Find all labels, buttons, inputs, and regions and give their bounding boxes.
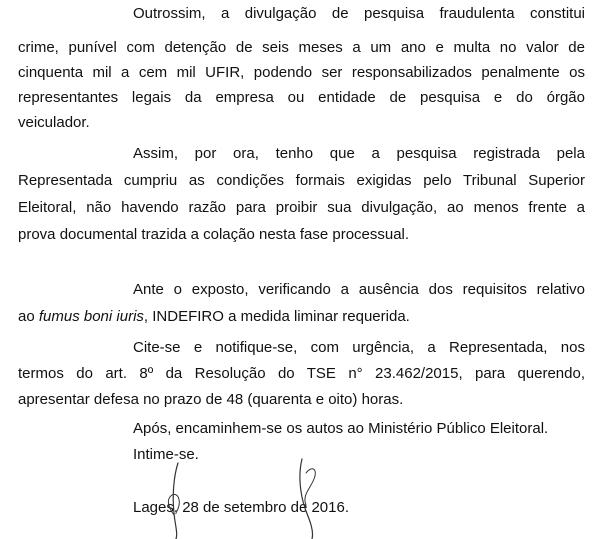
text-line: cinquenta mil a cem mil UFIR, podendo ser responsabilizados penalmente os: [18, 64, 585, 81]
date-line: Lages, 28 de setembro de 2016.: [133, 499, 349, 516]
text-line: veiculador.: [18, 114, 90, 131]
text-line: Assim, por ora, tenho que a pesquisa registrada pela: [133, 145, 585, 162]
text-line: Cite-se e notifique-se, com urgência, a Representada, nos: [133, 339, 585, 356]
text-line: prova documental trazida a colação nesta fase processual.: [18, 226, 410, 243]
latin-term: fumus boni iuris: [38, 308, 144, 325]
paragraph-forward: Após, encaminhem-se os autos ao Ministério Público Eleitoral.: [133, 420, 549, 437]
text-line: crime, punível com detenção de seis meses a um ano e multa no valor de: [18, 39, 585, 56]
text-line: Outrossim, a divulgação de pesquisa fraudulenta constitui: [133, 5, 585, 22]
text-line: apresentar defesa no prazo de 48 (quarenta e oito) horas.: [18, 391, 404, 408]
text-line: termos do art. 8º da Resolução do TSE n° 23.462/2015, para querendo,: [18, 365, 585, 382]
text-line: Eleitoral, não havendo razão para proibir sua divulgação, ao menos frente a: [18, 199, 585, 216]
text-segment: ao: [18, 308, 39, 325]
text-segment: , INDEFIRO a medida liminar requerida.: [143, 308, 410, 325]
text-line: Ante o exposto, verificando a ausência dos requisitos relativo: [133, 281, 585, 298]
text-line: representantes legais da empresa ou entidade de pesquisa e do órgão: [18, 89, 585, 106]
text-line: Representada cumpriu as condições formais exigidas pelo Tribunal Superior: [18, 172, 585, 189]
paragraph-intime: Intime-se.: [133, 446, 199, 463]
